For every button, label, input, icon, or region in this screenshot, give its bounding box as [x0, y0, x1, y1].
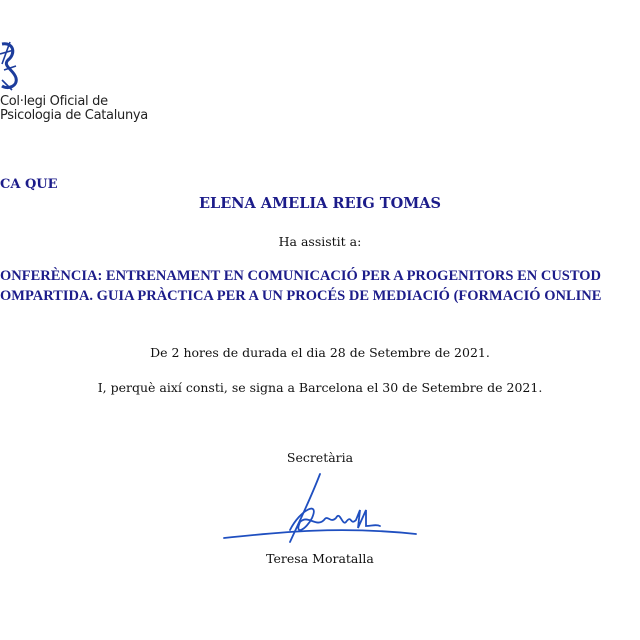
duration-text: De 2 hores de durada el dia 28 de Setembre de 2021. — [150, 345, 490, 360]
course-title-line-2: OMPARTIDA. GUIA PRÀCTICA PER A UN PROCÉS DE MEDIACIÓ (FORMACIÓ ONLINE — [0, 288, 602, 304]
attended-label: Ha assistit a: — [278, 234, 362, 249]
recipient-name: ELENA AMELIA REIG TOMAS — [199, 195, 441, 212]
signatory-role: Secretària — [286, 450, 354, 465]
signature-image — [220, 470, 420, 545]
logo-line-1: Col·legi Oficial de — [0, 94, 108, 109]
course-title-line-1: ONFERÈNCIA: ENTRENAMENT EN COMUNICACIÓ PER A PROGENITORS EN CUSTOD — [0, 268, 602, 284]
logo-text — [0, 95, 148, 123]
certifies-text: CA QUE — [0, 177, 58, 192]
logo-line-2: Psicologia de Catalunya — [0, 108, 148, 123]
signatory-name: Teresa Moratalla — [266, 551, 374, 566]
logo-emblem-icon — [0, 40, 20, 94]
signed-text: I, perquè així consti, se signa a Barcelona el 30 de Setembre de 2021. — [97, 380, 543, 395]
